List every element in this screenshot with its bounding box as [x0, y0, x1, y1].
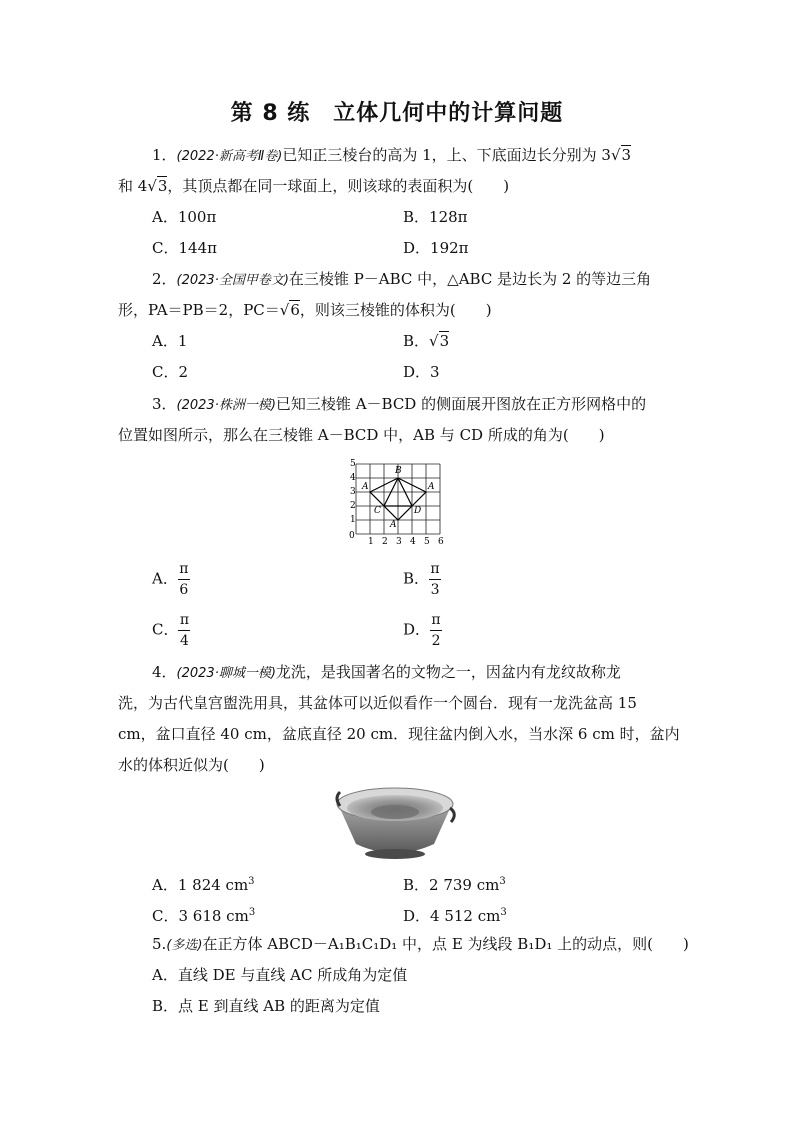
fraction	[429, 561, 441, 598]
unit-exponent: 3	[500, 907, 507, 918]
question-source: (2022·新高考Ⅱ卷)	[176, 149, 283, 164]
vertex-label-b: B	[395, 466, 402, 476]
option-b[interactable]	[403, 561, 441, 598]
option-a[interactable]: A．1	[152, 332, 188, 350]
question-source: (2023·聊城一模)	[176, 666, 276, 681]
option-label: B．	[403, 569, 430, 588]
sqrt-sign: √	[610, 146, 621, 164]
question-text: 和 4	[118, 177, 148, 195]
sqrt-sign: √	[429, 332, 439, 350]
option-d[interactable]	[403, 612, 442, 649]
numerator: π	[179, 612, 190, 628]
unit-exponent: 3	[248, 907, 256, 918]
option-c[interactable]	[152, 612, 190, 649]
option-label: D．4 512 cm	[403, 907, 501, 925]
option-d[interactable]: D．3	[403, 363, 440, 381]
denominator: 6	[179, 582, 189, 598]
fraction	[178, 612, 190, 649]
x-tick: 5	[424, 537, 430, 547]
option-a[interactable]: A．100π	[152, 208, 217, 226]
question-number: 2．	[152, 270, 177, 288]
x-tick: 1	[368, 537, 374, 547]
question-4-line-4: 水的体积近似为( )	[118, 756, 265, 774]
page-title: 第 8 练 立体几何中的计算问题	[230, 101, 564, 126]
sqrt-sign: √	[147, 177, 157, 195]
y-tick: 2	[350, 501, 356, 511]
vertex-label-c: C	[374, 506, 381, 516]
question-text: ，其顶点都在同一球面上，则该球的表面积为( )	[167, 177, 510, 195]
vertex-label-a-bottom: A	[390, 520, 397, 530]
option-a[interactable]: A．直线 DE 与直线 AC 所成角为定值	[152, 966, 408, 984]
fraction	[430, 612, 442, 649]
fraction-bar	[178, 630, 190, 631]
unit-exponent: 3	[499, 876, 506, 887]
radicand: 3	[157, 177, 168, 195]
question-5-line-1	[152, 934, 689, 956]
question-4-line-2: 洗，为古代皇宫盥洗用具，其盆体可以近似看作一个圆台．现有一龙洗盆高 15	[118, 694, 637, 712]
denominator: 3	[430, 582, 440, 598]
net-grid-figure	[340, 452, 452, 548]
option-b[interactable]	[403, 331, 449, 351]
x-tick: 4	[410, 537, 416, 547]
option-d[interactable]: D．192π	[403, 239, 469, 257]
dragon-basin-image	[330, 782, 460, 864]
y-tick: 5	[350, 459, 356, 469]
option-a[interactable]	[152, 872, 255, 895]
radicand: 3	[621, 146, 632, 164]
fraction-bar	[430, 630, 442, 631]
question-2-line-2	[118, 300, 492, 320]
y-tick: 3	[350, 487, 356, 497]
option-c[interactable]: C．2	[152, 363, 189, 381]
fraction-bar	[178, 579, 190, 580]
question-number: 1．	[152, 146, 177, 164]
unit-exponent: 3	[248, 876, 255, 887]
x-tick: 2	[382, 537, 388, 547]
question-4-line-1	[152, 662, 621, 684]
fraction	[178, 561, 190, 598]
option-label: B．	[403, 332, 430, 350]
option-label: C．3 618 cm	[152, 907, 249, 925]
question-4-line-3: cm，盆口直径 40 cm，盆底直径 20 cm．现往盆内倒入水，当水深 6 cm 时，盆内	[118, 725, 680, 743]
option-d[interactable]	[403, 903, 507, 926]
question-tag: (多选)	[166, 938, 203, 953]
option-b[interactable]: B．128π	[403, 208, 468, 226]
option-label: A．	[152, 569, 178, 588]
question-1-line-2	[118, 176, 509, 196]
question-2-line-1	[152, 269, 651, 291]
question-3-line-2: 位置如图所示，那么在三棱锥 A－BCD 中，AB 与 CD 所成的角为( )	[118, 426, 605, 444]
numerator: π	[430, 561, 440, 577]
question-number: 3．	[152, 395, 177, 413]
x-tick: 3	[396, 537, 402, 547]
question-source: (2023·全国甲卷文)	[176, 273, 289, 288]
question-number: 4．	[152, 663, 177, 681]
sqrt-sign: √	[279, 301, 290, 319]
fraction-bar	[429, 579, 441, 580]
question-number: 5.	[152, 935, 167, 953]
option-label: C．	[152, 620, 179, 639]
denominator: 2	[431, 633, 441, 649]
numerator: π	[179, 561, 189, 577]
question-3-line-1	[152, 394, 646, 416]
option-c[interactable]	[152, 903, 255, 926]
question-text: ，则该三棱锥的体积为( )	[299, 301, 492, 319]
question-text: 已知正三棱台的高为 1，上、下底面边长分别为 3	[282, 146, 611, 164]
radicand: 3	[439, 332, 450, 350]
question-text: 在正方体 ABCD－A₁B₁C₁D₁ 中，点 E 为线段 B₁D₁ 上的动点，则( )	[202, 935, 689, 953]
question-source: (2023·株洲一模)	[176, 398, 276, 413]
y-tick: 0	[349, 531, 355, 541]
vertex-label-a-left: A	[362, 482, 369, 492]
option-b[interactable]: B．点 E 到直线 AB 的距离为定值	[152, 997, 380, 1015]
option-b[interactable]	[403, 872, 506, 895]
x-tick: 6	[438, 537, 444, 547]
option-c[interactable]: C．144π	[152, 239, 217, 257]
option-a[interactable]	[152, 561, 190, 598]
question-text: 已知三棱锥 A－BCD 的侧面展开图放在正方形网格中的	[275, 395, 647, 413]
question-text: 在三棱锥 P－ABC 中，△ABC 是边长为 2 的等边三角	[288, 270, 652, 288]
question-text: 龙洗，是我国著名的文物之一，因盆内有龙纹故称龙	[275, 663, 621, 681]
option-label: A．1 824 cm	[152, 876, 249, 894]
option-label: B．2 739 cm	[403, 876, 500, 894]
question-text: 形，PA＝PB＝2，PC＝	[118, 301, 280, 319]
vertex-label-d: D	[414, 506, 422, 516]
question-1-line-1	[152, 145, 631, 167]
numerator: π	[431, 612, 441, 628]
denominator: 4	[180, 633, 189, 649]
vertex-label-a-right: A	[428, 482, 435, 492]
radicand: 6	[290, 301, 300, 319]
y-tick: 4	[350, 473, 356, 483]
option-label: D．	[403, 620, 431, 639]
y-tick: 1	[350, 515, 356, 525]
